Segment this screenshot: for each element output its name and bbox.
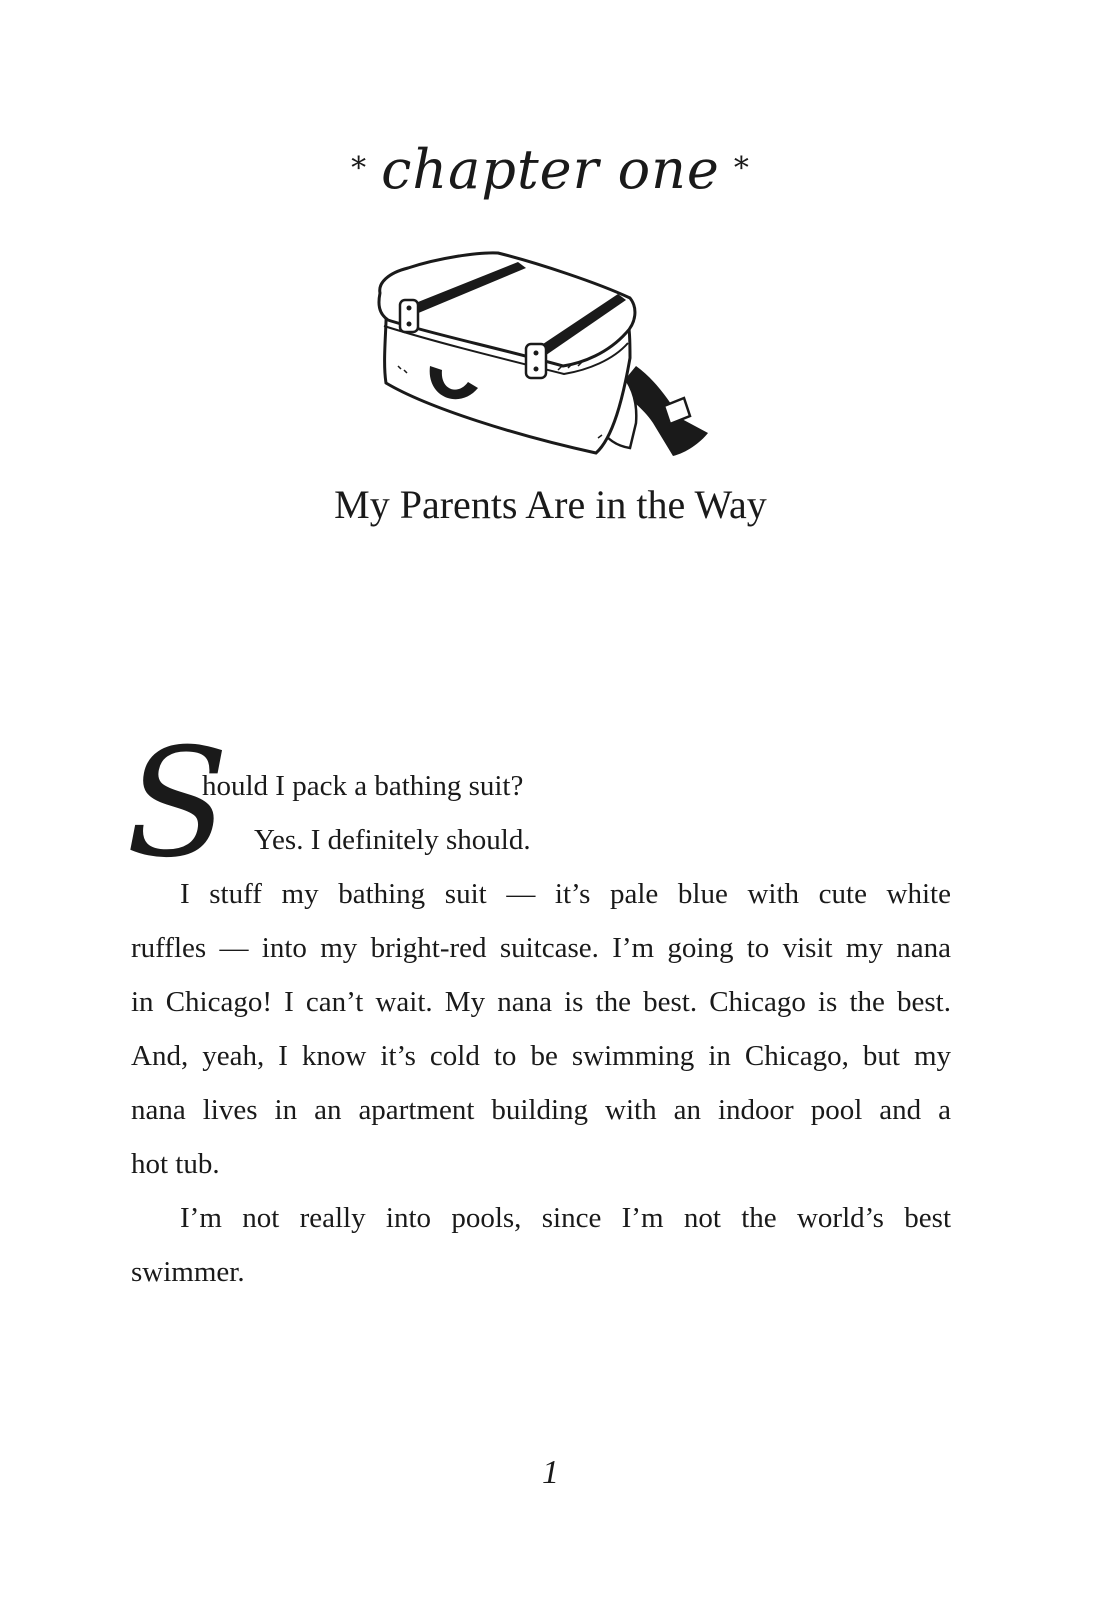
chapter-title: My Parents Are in the Way: [334, 482, 767, 527]
body-line: ruffles — into my bright-red suitcase. I’m going to visit my nana: [131, 932, 951, 964]
page-number: 1: [542, 1454, 559, 1491]
body-line: hould I pack a bathing suit?: [202, 770, 524, 802]
body-line: I’m not really into pools, since I’m not the world’s best: [180, 1202, 951, 1234]
body-line: hot tub.: [131, 1148, 220, 1180]
body-line: nana lives in an apartment building with an indoor pool and a: [131, 1094, 951, 1126]
chapter-label: chapter one: [381, 138, 720, 201]
suitcase-icon: [368, 248, 728, 473]
drop-cap: S: [126, 717, 229, 891]
star-ornament-left: *: [351, 151, 368, 186]
body-line: Yes. I definitely should.: [254, 824, 531, 856]
star-ornament-right: *: [733, 151, 750, 186]
body-line: I stuff my bathing suit — it’s pale blue with cute white: [180, 878, 951, 910]
chapter-heading: [0, 138, 1101, 201]
body-line: in Chicago! I can’t wait. My nana is the best. Chicago is the best.: [131, 986, 951, 1018]
body-line: And, yeah, I know it’s cold to be swimming in Chicago, but my: [131, 1040, 951, 1072]
body-line: swimmer.: [131, 1256, 245, 1288]
